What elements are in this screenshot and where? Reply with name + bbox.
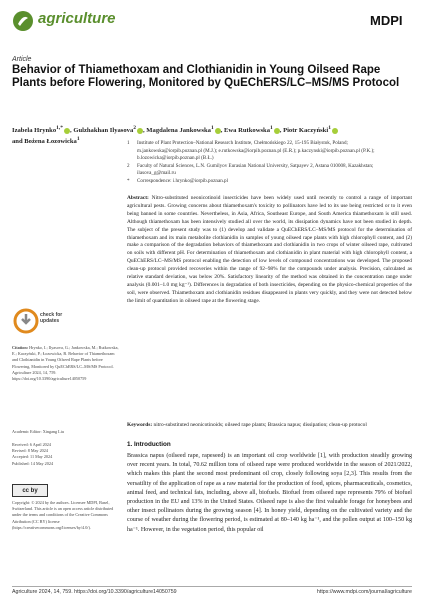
mdpi-logo <box>370 12 410 28</box>
affiliation-number: * <box>127 177 130 184</box>
abstract <box>127 195 412 306</box>
keywords-text: nitro-substituted neonicotinoids; oilseed rape plants; Brassica napus; dissipation; clean-up protocol <box>153 422 367 428</box>
cc-badge-text: cc by <box>22 487 38 494</box>
intro-paragraph: Brassica napus (oilseed rape, rapeseed) is an important oil crop worldwide [1], with production steadily growing over recent years. In total, 70.62 million tons of oilseed rape were produced worldwide in the season of 2021/2022, which makes this plant the second most predominant oil crop, closely following soya [2,3]. This results from the versatility of the application of rape as a raw material for the production of food, spices, pharmaceuticals, cosmetics, animal feed, and technical fats, including, above all, biofuels. Biofuel from oilseed rape represents 79% of biofuel production in the EU and 13% in the United States. Oilseed rape is also the first valuable forage for honeybees and other insect pollinators during the growing season [4]. In honey yield, depending on the cultivated variety and the course of weather during the flowering period, is estimated at 80–140 kg ha⁻¹, and the pollen output at 100–150 kg ha⁻¹. However, in the vegetation period, this popular oil <box>127 453 412 533</box>
copyright-notice: Copyright: © 2024 by the authors. Licensee MDPI, Basel, Switzerland. This article is an open access article distributed under the terms and conditions of the Creative Commons Attribution (CC BY) license (https://creativecommons.org/licenses/by/4.0/). <box>12 500 114 530</box>
orcid-icon[interactable] <box>64 128 70 134</box>
author-affil-sup: 1 <box>270 125 273 131</box>
footer-divider <box>12 586 412 587</box>
author-affil-sup: 1 <box>210 125 214 131</box>
orcid-icon[interactable] <box>274 128 280 134</box>
orcid-icon[interactable] <box>332 128 338 134</box>
author-name[interactable]: Gulzhakhan Ilyasova <box>73 127 134 135</box>
citation-text: Hrynko, I.; Ilyasova, G.; Jankowska, M.; Rutkowska, E.; Kaczyński, P.; Łozowicka, B. Behavior of Thiamethoxam and Clothianidin in Young Oilseed Rape Plants before Flowering, Monitored by QuEChERS/LC–MS/MS Protocol. Agriculture 2024, 14, 759. https://doi.org/10.3390/agriculture14050759 <box>12 345 119 382</box>
affiliation-text: Institute of Plant Protection–National Research Institute, Chełmońskiego 22, 15-195 Białystok, Poland; m.jankowska@iorpib.poznan.pl (M.J.); e.rutkowska@iorpib.poznan.pl (E.R.); p.kaczynski@iorpib.poznan.pl (P.K.); b.lozowicka@iorpib.poznan.pl (B.Ł.) <box>137 140 375 162</box>
keywords-label: Keywords: <box>127 422 153 428</box>
affiliations <box>127 140 412 186</box>
article-title: Behavior of Thiamethoxam and Clothianidin in Young Oilseed Rape Plants before Flowering, Monitored by QuEChERS/LC–MS/MS Protocol <box>12 64 400 90</box>
abstract-text: Nitro-substituted neonicotinoid insecticides have been widely used until recently to control a range of important agricultural pests. Growing concerns about thiamethoxam's toxicity to pollinators have led to its use being restricted or to it even being banned in some countries. Nevertheless, in Asia, Africa, Southeast Europe, and South America thiamethoxam is still used. Although thiamethoxam has been intensively studied all over the world, its dissipation dynamics have not been studied in depth. The subject of the present study was to (1) develop and validate a QuEChERS/LC–MS/MS protocol for the determination of thiamethoxam and its main metabolite clothianidin in samples of young oilseed rape plants with high chlorophyll content, and (2) make a comparison of the degradation behaviors of thiamethoxam and clothianidin in two crops of winter oilseed rape, cultivated on soils with different pH. For determination of thiamethoxam and clothianidin in plant material with high chlorophyll content, a QuEChERS/LC–MS/MS protocol enabling the detection of low levels of compound concentrations was developed. The proposed clean-up protocol provided recoveries within the range of 92–98% for the compounds under analysis. Precision, calculated as relative standard deviation, was below 20%. Satisfactory linearity of the method was obtained in the concentration range under analysis (0.001–1.0 mg kg⁻¹). Differences in degradation of both insecticides, depending on the physico-chemical properties of the soil, were observed. Thiamethoxam and clothianidin residues disappeared in plants very quickly, and they were not detected below the limit of quantitation in oilseed rape at the flowering stage. <box>127 195 412 304</box>
date-revised: Revised: 8 May 2024 <box>12 448 48 454</box>
journal-name: agriculture <box>38 10 116 27</box>
affiliation-item <box>127 163 412 178</box>
affiliation-number: 1 <box>127 140 130 146</box>
author-name[interactable]: Piotr Kaczyński <box>283 127 329 135</box>
svg-text:MDPI: MDPI <box>370 13 403 28</box>
affiliation-text: Faculty of Natural Sciences, L.N. Gumilyov Eurasian National University, Satpayev 2, Astana 010008, Kazakhstan; ilasova_g@mail.ru <box>137 162 374 177</box>
citation-label: Citation: <box>12 345 29 350</box>
footer-citation[interactable]: Agriculture 2024, 14, 759. https://doi.org/10.3390/agriculture14050759 <box>12 589 177 595</box>
affiliation-number: 2 <box>127 162 130 169</box>
author-name[interactable]: Izabela Hrynko <box>12 127 57 135</box>
orcid-icon[interactable] <box>137 128 143 134</box>
affiliation-text: Correspondence: i.hrynko@iorpib.poznan.pl <box>137 177 228 184</box>
date-published: Published: 14 May 2024 <box>12 460 54 466</box>
check-for-updates-label[interactable] <box>40 312 62 324</box>
publication-dates <box>12 442 53 467</box>
author-name[interactable]: Magdalena Jankowska <box>146 127 211 135</box>
affiliation-item <box>127 140 412 163</box>
author-affil-sup: 2 <box>133 125 136 131</box>
cc-license-badge[interactable] <box>12 484 48 497</box>
journal-logo-icon <box>12 10 34 32</box>
author-list: Izabela Hrynko$^{1,*}$ , Gulzhakhan Ilyasova$^2$ , Magdalena Jankowska$^1$ , Ewa Rutkowska$^1$ , Piotr Kaczyński$^1$ and Bożena Łozowicka$^1$ <box>12 124 417 146</box>
orcid-icon[interactable] <box>215 128 221 134</box>
abstract-label: Abstract: <box>127 195 149 201</box>
author-affil-sup: 1,* <box>56 125 64 131</box>
date-accepted: Accepted: 11 May 2024 <box>12 454 53 460</box>
footer-journal-url[interactable]: https://www.mdpi.com/journal/agriculture <box>316 589 412 595</box>
affiliation-item <box>127 178 412 186</box>
author-name[interactable]: Ewa Rutkowska <box>224 127 271 135</box>
citation-block <box>12 345 120 382</box>
check-updates-line: check for <box>40 312 63 318</box>
date-received: Received: 6 April 2024 <box>12 442 51 447</box>
article-type: Article <box>12 56 32 63</box>
check-updates-line: updates <box>40 318 60 324</box>
author-name[interactable]: Bożena Łozowicka <box>24 138 77 146</box>
keywords <box>127 422 412 430</box>
section-heading: 1. Introduction <box>127 441 171 448</box>
author-affil-sup: 1 <box>328 125 331 131</box>
academic-editor: Academic Editor: Xingang Liu <box>12 429 64 434</box>
author-affil-sup: 1 <box>76 136 80 143</box>
